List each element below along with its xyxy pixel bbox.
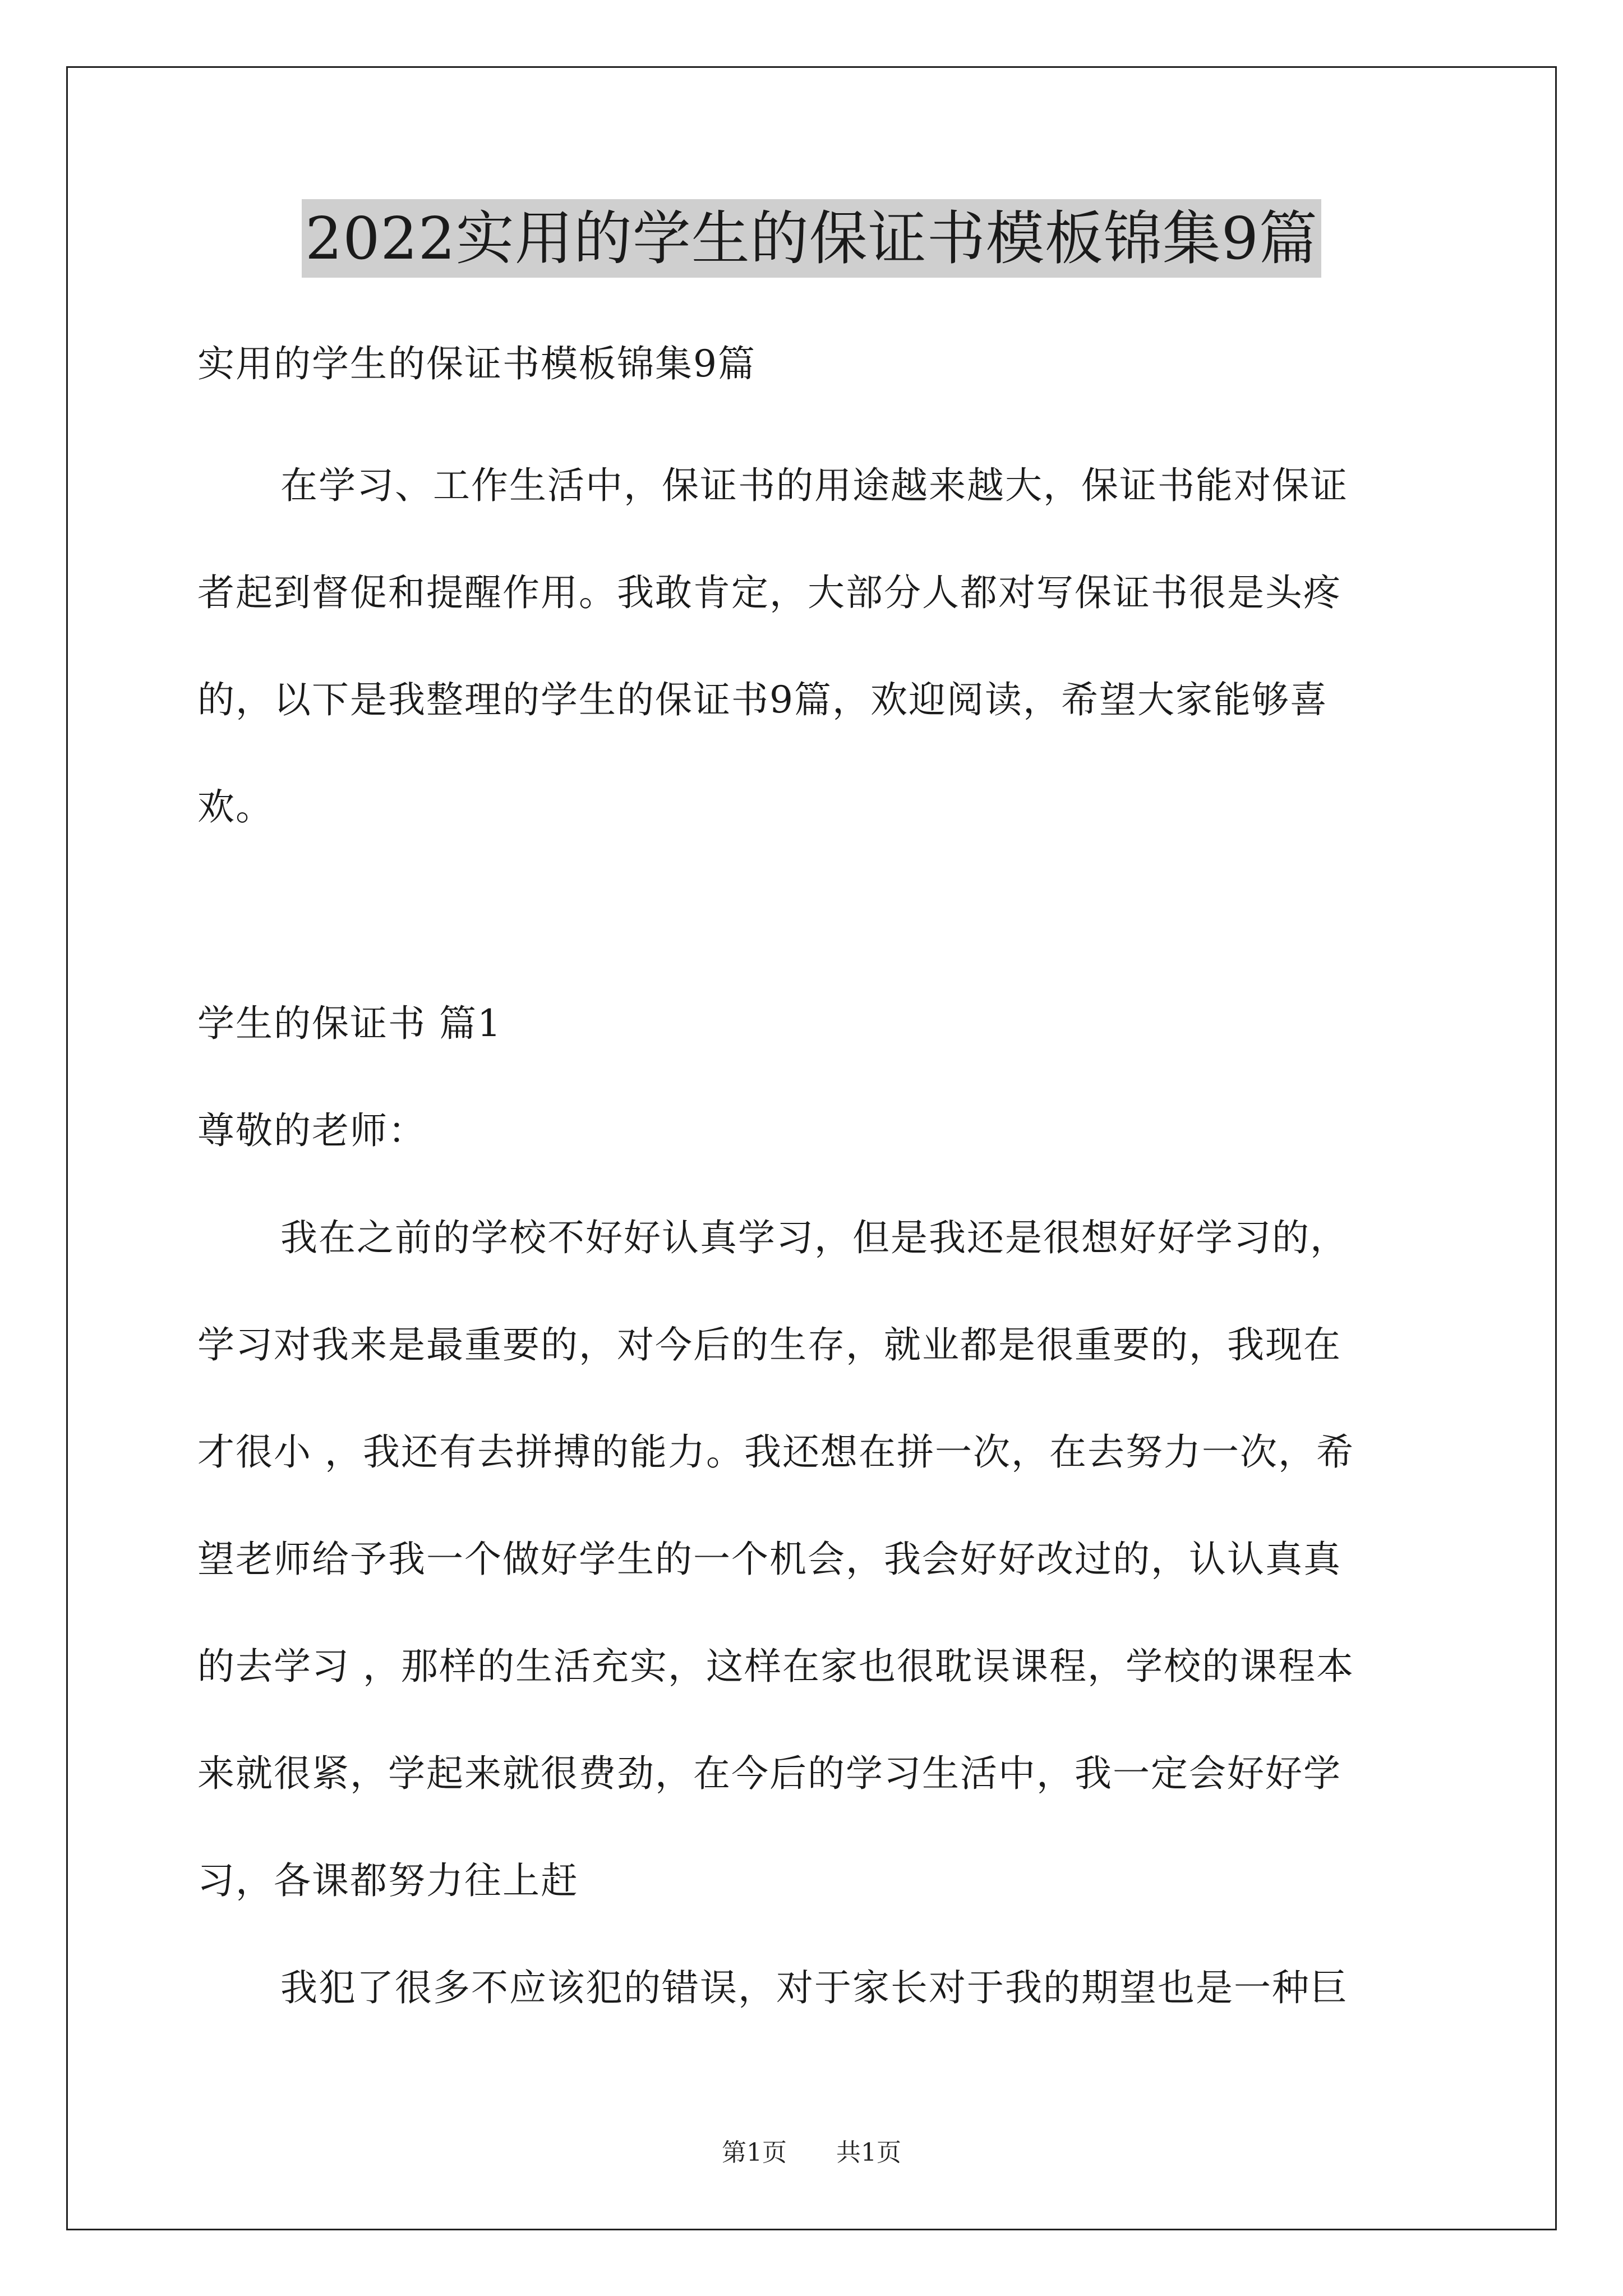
paragraph-line: 我犯了很多不应该犯的错误，对于家长对于我的期望也是一种巨: [280, 1966, 1348, 2009]
paragraph-line: 的去学习 ，那样的生活充实，这样在家也很耽误课程，学校的课程本: [197, 1645, 1354, 1688]
intro-line: 在学习、工作生活中，保证书的用途越来越大，保证书能对保证: [280, 464, 1348, 507]
section-heading: 学生的保证书 篇1: [197, 1002, 502, 1045]
paragraph-line: 习，各课都努力往上赶: [197, 1859, 579, 1902]
salutation: 尊敬的老师：: [197, 1109, 426, 1152]
paragraph-line: 才很小 ，我还有去拼搏的能力。我还想在拼一次，在去努力一次，希: [197, 1430, 1354, 1474]
title-container: [0, 199, 1623, 278]
intro-line: 欢。: [197, 785, 274, 829]
paragraph-line: 来就很紧，学起来就很费劲，在今后的学习生活中，我一定会好好学: [197, 1752, 1341, 1795]
intro-line: 的，以下是我整理的学生的保证书9篇，欢迎阅读，希望大家能够喜: [197, 678, 1328, 721]
page-total: 共1页: [836, 2138, 901, 2167]
document-subtitle: 实用的学生的保证书模板锦集9篇: [197, 342, 756, 385]
document-title: 2022实用的学生的保证书模板锦集9篇: [302, 199, 1321, 278]
page-footer: [0, 2137, 1623, 2169]
page-number: 第1页: [722, 2138, 787, 2167]
paragraph-line: 学习对我来是最重要的，对今后的生存，就业都是很重要的，我现在: [197, 1323, 1341, 1366]
paragraph-line: 我在之前的学校不好好认真学习，但是我还是很想好好学习的，: [280, 1216, 1348, 1259]
paragraph-line: 望老师给予我一个做好学生的一个机会，我会好好改过的，认认真真: [197, 1538, 1341, 1581]
intro-line: 者起到督促和提醒作用。我敢肯定，大部分人都对写保证书很是头疼: [197, 571, 1341, 614]
